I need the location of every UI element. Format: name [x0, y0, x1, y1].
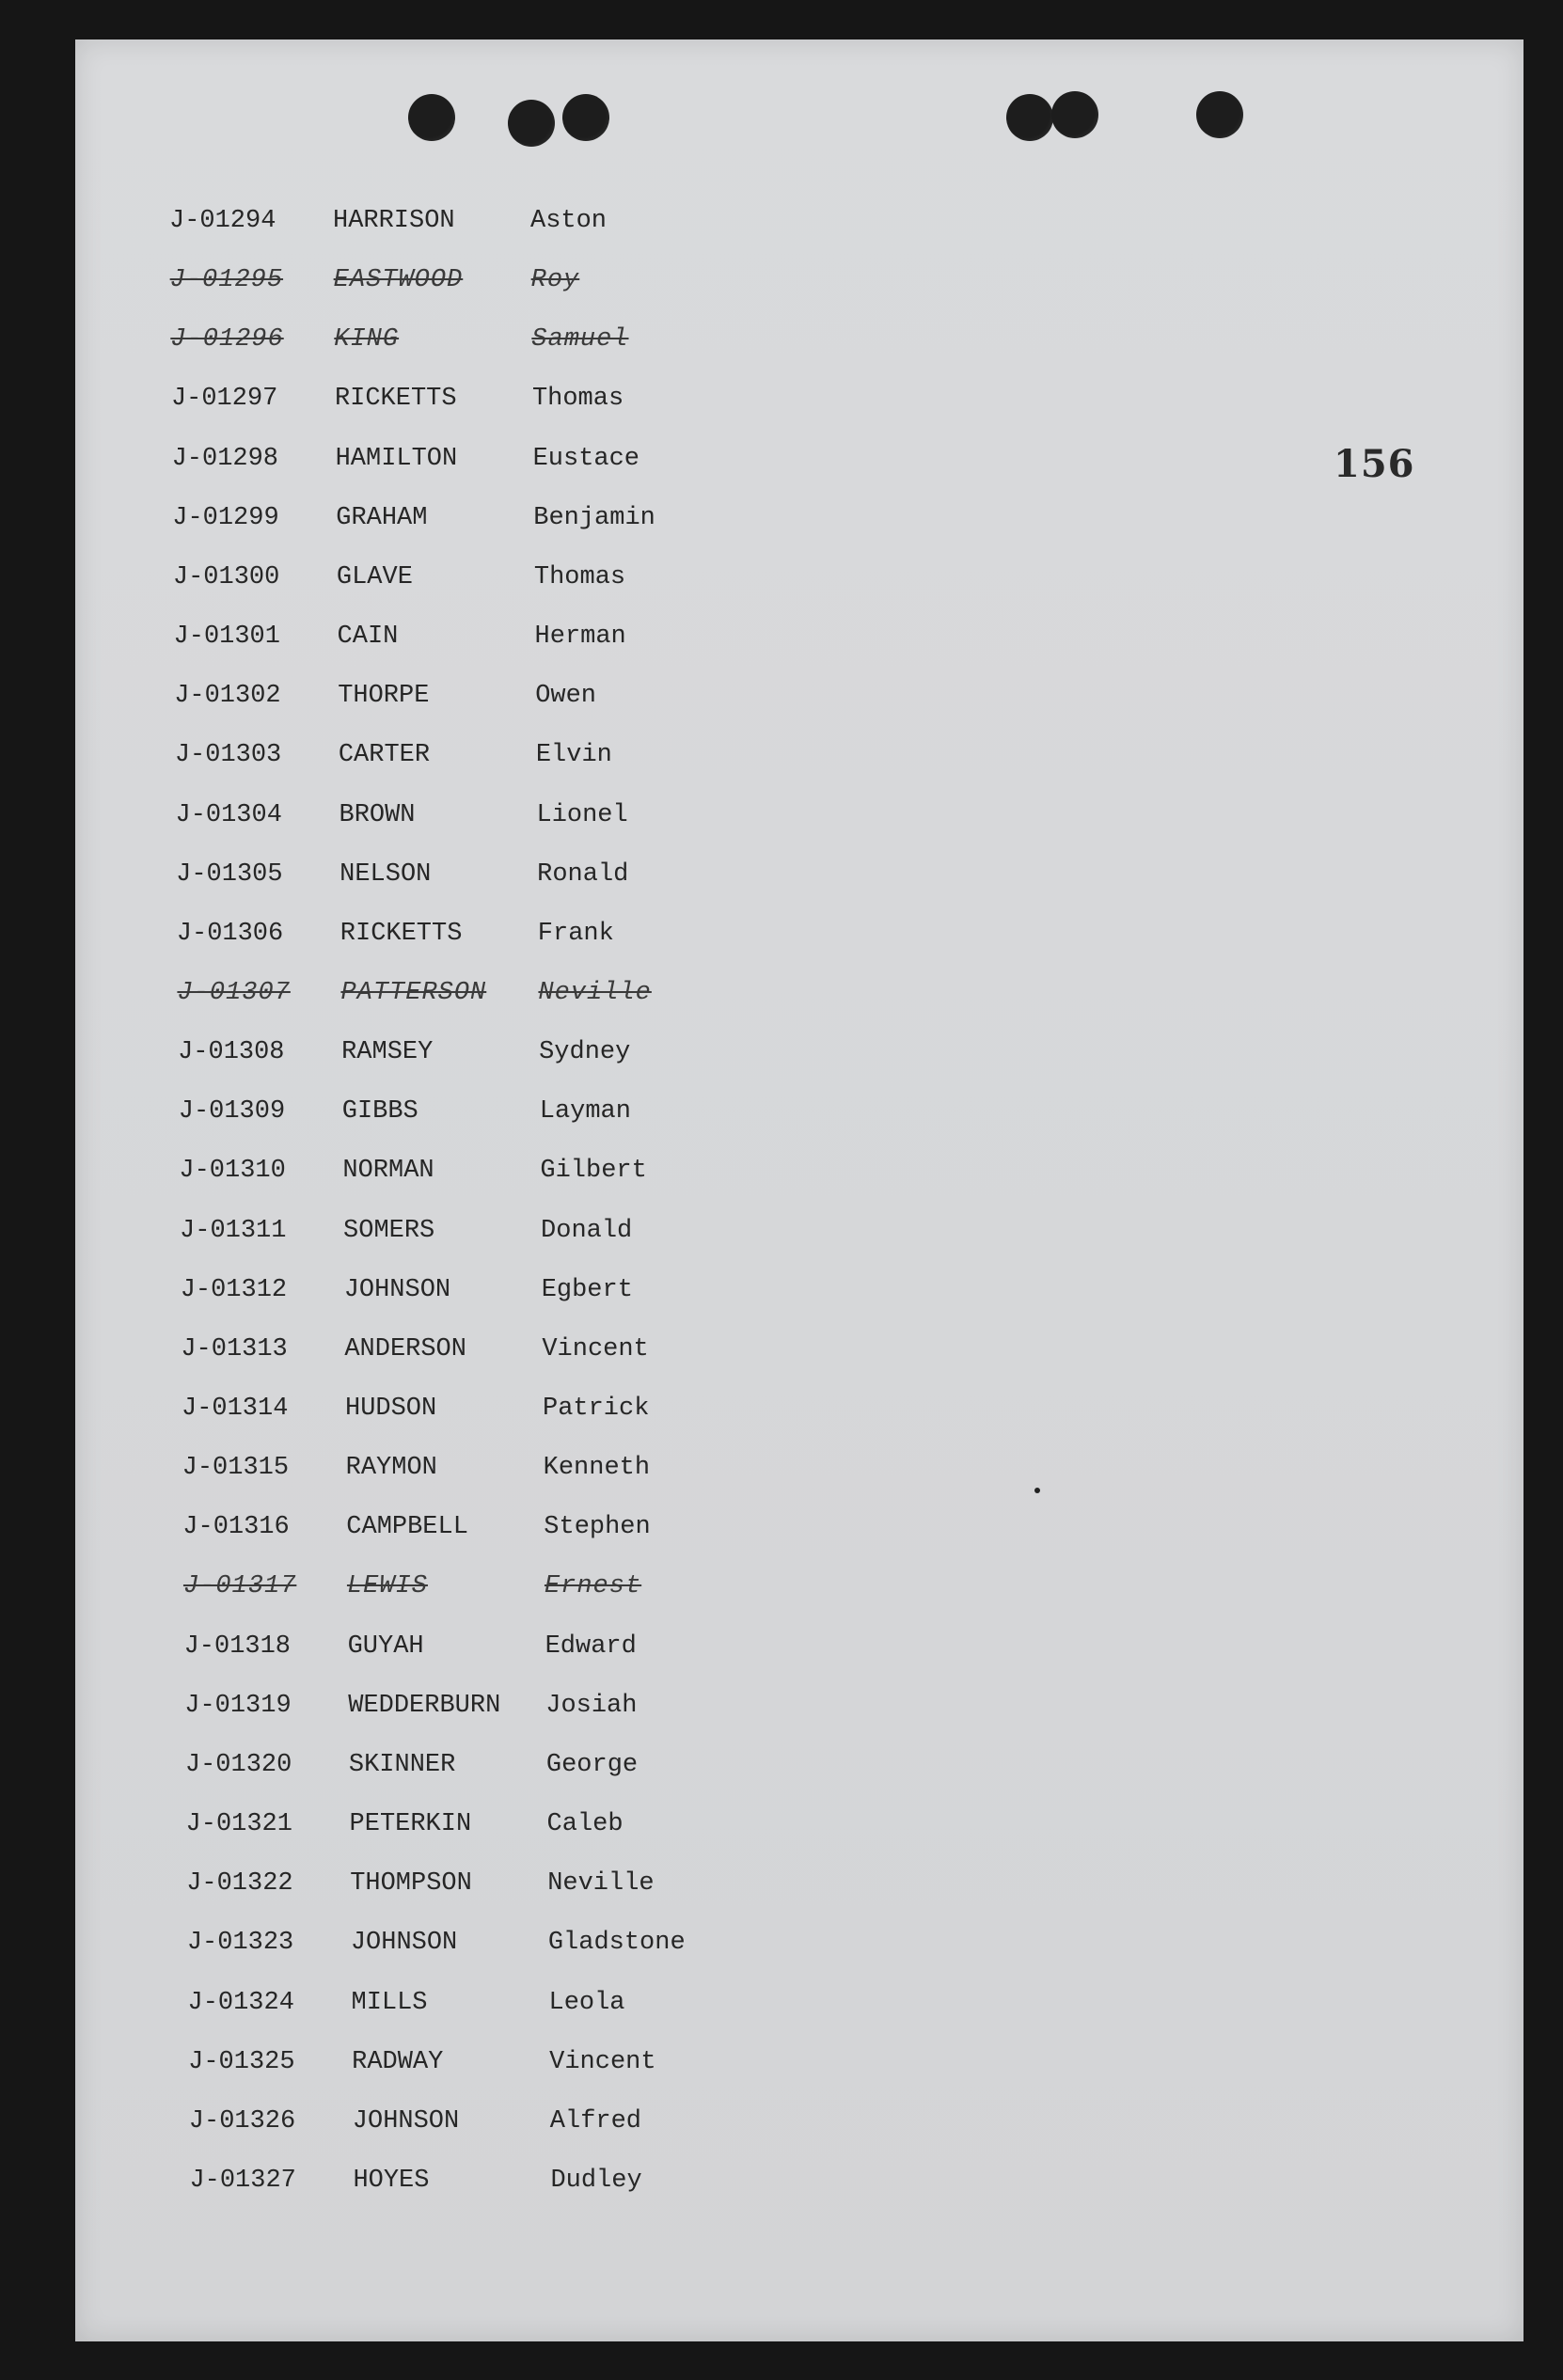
record-id: J-01304	[175, 800, 282, 829]
record-id: J-01298	[171, 444, 279, 473]
record-last-name: HAMILTON	[335, 444, 458, 473]
record-id: J-01319	[184, 1691, 292, 1720]
record-id: J-01311	[180, 1216, 287, 1245]
record-last-name: HUDSON	[345, 1395, 437, 1423]
record-first-name: Edward	[545, 1631, 637, 1661]
punch-hole-icon	[562, 94, 609, 141]
list-item	[184, 1632, 786, 1670]
record-last-name: SKINNER	[348, 1750, 456, 1779]
record-first-name: Josiah	[545, 1691, 638, 1720]
punch-hole-icon	[1006, 94, 1053, 141]
record-id: J-01316	[182, 1513, 290, 1542]
list-item	[178, 1038, 780, 1076]
list-item	[170, 266, 772, 304]
record-first-name: Gilbert	[540, 1157, 647, 1186]
record-last-name: GRAHAM	[336, 503, 428, 532]
record-id: J-01297	[170, 385, 278, 414]
record-last-name: GIBBS	[341, 1097, 418, 1127]
record-last-name: THORPE	[338, 682, 430, 711]
record-last-name: KING	[334, 325, 400, 355]
record-last-name: SOMERS	[343, 1216, 435, 1245]
list-item	[179, 1097, 781, 1135]
record-last-name: ANDERSON	[344, 1334, 466, 1363]
record-id: J-01318	[183, 1631, 292, 1661]
record-first-name: Sydney	[539, 1038, 631, 1067]
record-first-name: George	[545, 1750, 639, 1779]
record-first-name: Elvin	[535, 741, 612, 770]
record-id: J-01307	[177, 978, 291, 1007]
list-item	[182, 1513, 784, 1551]
record-first-name: Caleb	[546, 1810, 624, 1839]
record-first-name: Alfred	[549, 2106, 642, 2136]
record-last-name: RAMSEY	[341, 1038, 434, 1067]
record-id: J-01302	[174, 682, 281, 711]
record-last-name: PETERKIN	[349, 1810, 472, 1839]
list-item	[187, 1929, 789, 1966]
record-first-name: Eustace	[532, 444, 640, 473]
record-first-name: Ernest	[544, 1572, 642, 1601]
record-first-name: Herman	[534, 623, 626, 652]
record-id: J-01300	[172, 562, 280, 591]
punch-hole-icon	[508, 100, 555, 147]
record-last-name: CAMPBELL	[346, 1513, 468, 1542]
list-item	[182, 1395, 783, 1432]
record-first-name: Patrick	[543, 1395, 650, 1423]
record-id: J-01317	[182, 1572, 297, 1601]
record-first-name: Roy	[530, 266, 580, 295]
record-first-name: Thomas	[531, 385, 624, 414]
record-last-name: JOHNSON	[350, 1929, 458, 1958]
record-last-name: NORMAN	[342, 1157, 434, 1186]
list-item	[172, 445, 774, 482]
list-item	[189, 2107, 791, 2145]
record-first-name: Thomas	[533, 562, 626, 591]
record-id: J-01315	[182, 1454, 290, 1483]
record-id: J-01321	[185, 1810, 292, 1839]
list-item	[176, 801, 778, 839]
record-first-name: Vincent	[542, 1334, 649, 1363]
list-item	[177, 979, 779, 1017]
record-first-name: Leola	[548, 1988, 625, 2017]
list-item	[179, 1157, 781, 1194]
record-last-name: PATTERSON	[340, 978, 487, 1007]
record-id: J-01309	[178, 1097, 286, 1127]
record-first-name: Vincent	[549, 2047, 656, 2076]
list-item	[186, 1869, 788, 1907]
list-item	[172, 504, 774, 542]
record-last-name: RICKETTS	[339, 919, 463, 948]
record-id: J-01296	[170, 325, 284, 355]
list-item	[174, 623, 776, 660]
record-first-name: Frank	[537, 919, 614, 948]
list-item	[185, 1751, 787, 1789]
record-last-name: RICKETTS	[334, 385, 457, 414]
record-id: J-01306	[176, 919, 284, 948]
record-last-name: NELSON	[339, 859, 432, 889]
punch-hole-icon	[1196, 91, 1243, 138]
record-id: J-01295	[169, 266, 284, 295]
record-last-name: CAIN	[337, 623, 399, 652]
list-item	[182, 1454, 784, 1491]
list-item	[186, 1810, 788, 1848]
record-first-name: Kenneth	[543, 1454, 651, 1483]
page-number: 156	[1334, 442, 1415, 486]
record-last-name: RAYMON	[345, 1454, 437, 1483]
record-id: J-01326	[188, 2106, 296, 2136]
paper-sheet	[75, 39, 1524, 2341]
record-last-name: RADWAY	[352, 2047, 444, 2076]
list-item	[188, 1989, 790, 2026]
punch-hole-icon	[408, 94, 455, 141]
list-item	[175, 741, 777, 779]
list-item	[183, 1572, 785, 1610]
punch-hole-icon	[1051, 91, 1098, 138]
list-item	[181, 1276, 782, 1314]
record-first-name: Neville	[547, 1869, 655, 1899]
list-item	[176, 860, 778, 898]
record-id: J-01301	[173, 623, 280, 652]
list-item	[174, 682, 776, 719]
record-last-name: JOHNSON	[352, 2106, 460, 2136]
list-item	[170, 325, 772, 363]
list-item	[188, 2048, 790, 2086]
record-id: J-01327	[189, 2166, 296, 2195]
record-id: J-01322	[186, 1869, 293, 1899]
record-id: J-01314	[182, 1395, 289, 1423]
record-id: J-01299	[172, 503, 279, 532]
list-item	[177, 920, 779, 957]
list-item	[184, 1692, 786, 1729]
record-first-name: Gladstone	[547, 1929, 686, 1958]
record-last-name: THOMPSON	[350, 1869, 472, 1899]
record-first-name: Donald	[541, 1216, 633, 1245]
record-first-name: Aston	[530, 207, 608, 235]
record-last-name: MILLS	[351, 1988, 428, 2017]
list-item	[180, 1217, 782, 1254]
record-last-name: WEDDERBURN	[348, 1691, 501, 1720]
record-id: J-01320	[184, 1750, 292, 1779]
list-item	[171, 385, 773, 422]
record-first-name: Neville	[538, 978, 652, 1007]
record-last-name: EASTWOOD	[333, 266, 464, 295]
record-id: J-01312	[180, 1275, 288, 1304]
record-last-name: GLAVE	[336, 562, 413, 591]
record-id: J-01305	[176, 859, 283, 889]
record-first-name: Samuel	[531, 325, 629, 355]
list-item	[169, 207, 771, 244]
record-id: J-01313	[181, 1334, 288, 1363]
record-first-name: Layman	[539, 1097, 631, 1127]
record-last-name: GUYAH	[347, 1631, 424, 1661]
record-first-name: Dudley	[550, 2166, 642, 2195]
list-item	[181, 1335, 782, 1373]
record-last-name: JOHNSON	[343, 1275, 451, 1304]
record-first-name: Stephen	[544, 1513, 651, 1542]
record-id: J-01324	[187, 1988, 294, 2017]
record-id: J-01323	[186, 1929, 294, 1958]
record-last-name: HARRISON	[333, 207, 455, 235]
record-id: J-01294	[169, 207, 276, 235]
record-first-name: Benjamin	[533, 503, 655, 532]
record-first-name: Ronald	[537, 859, 629, 889]
record-last-name: HOYES	[353, 2166, 430, 2195]
ink-speck-icon	[1034, 1488, 1040, 1493]
record-last-name: CARTER	[338, 741, 431, 770]
list-item	[173, 563, 775, 601]
record-id: J-01310	[179, 1157, 286, 1186]
record-id: J-01308	[178, 1038, 285, 1067]
record-first-name: Lionel	[536, 800, 628, 829]
record-last-name: BROWN	[339, 800, 416, 829]
record-id: J-01303	[174, 741, 282, 770]
record-first-name: Owen	[535, 682, 596, 711]
record-id: J-01325	[188, 2047, 295, 2076]
list-item	[189, 2167, 791, 2204]
record-first-name: Egbert	[541, 1275, 633, 1304]
record-last-name: LEWIS	[346, 1572, 428, 1601]
